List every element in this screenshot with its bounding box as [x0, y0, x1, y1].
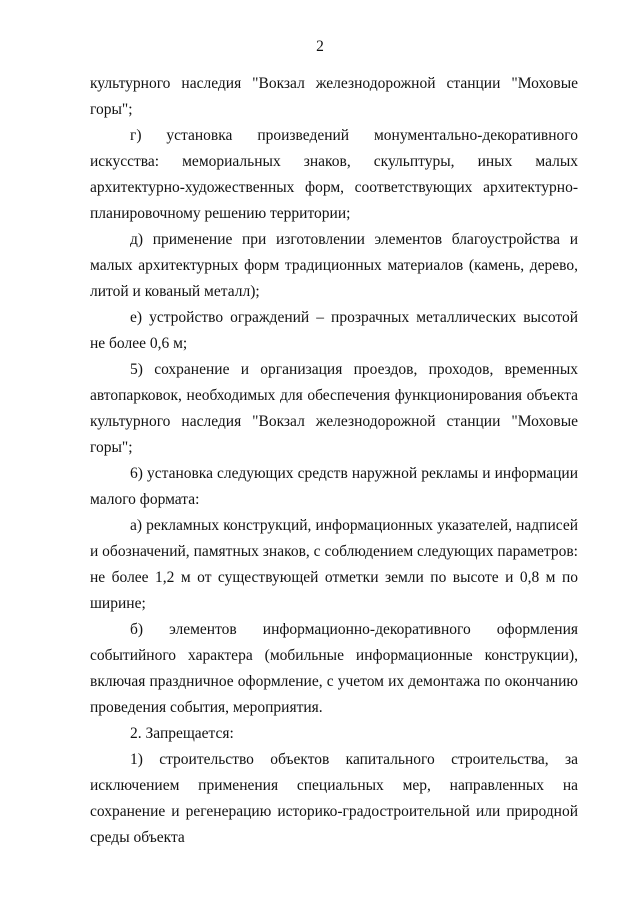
paragraph-6: 6) установка следующих средств наружной рекламы и информации малого формата:	[90, 465, 578, 508]
paragraph-d: д) применение при изготовлении элементов благоустройства и малых архитектурных форм традиционных материалов (камень, дерево, литой и кованый металл);	[90, 231, 578, 300]
paragraph-e: е) устройство ограждений – прозрачных металлических высотой не более 0,6 м;	[90, 309, 578, 352]
paragraph-5: 5) сохранение и организация проездов, проходов, временных автопарковок, необходимых для обеспечения функционирования объекта культурного наследия "Вокзал железнодорожной станции "Моховые горы";	[90, 361, 578, 456]
paragraph-section-2: 2. Запрещается:	[130, 725, 234, 742]
paragraph-a: а) рекламных конструкций, информационных указателей, надписей и обозначений, памятных знаков, с соблюдением следующих параметров: не более 1,2 м от существующей отметки земли по высоте и 0,8 м по ширине;	[90, 517, 578, 612]
paragraph-g: г) установка произведений монументально-декоративного искусства: мемориальных знаков, скульптуры, иных малых архитектурно-художественных форм, соответствующих архитектурно-планировочному решению территории;	[90, 127, 578, 222]
document-body	[90, 71, 578, 851]
page-number: 2	[316, 38, 324, 55]
paragraph-1: 1) строительство объектов капитального строительства, за исключением применения специальных мер, направленных на сохранение и регенерацию историко-градостроительной или природной среды объекта	[90, 751, 578, 846]
paragraph-b: б) элементов информационно-декоративного оформления событийного характера (мобильные информационные конструкции), включая праздничное оформление, с учетом их демонтажа по окончанию проведения события, мероприятия.	[90, 621, 578, 716]
paragraph-continuation: культурного наследия "Вокзал железнодорожной станции "Моховые горы";	[90, 75, 578, 118]
